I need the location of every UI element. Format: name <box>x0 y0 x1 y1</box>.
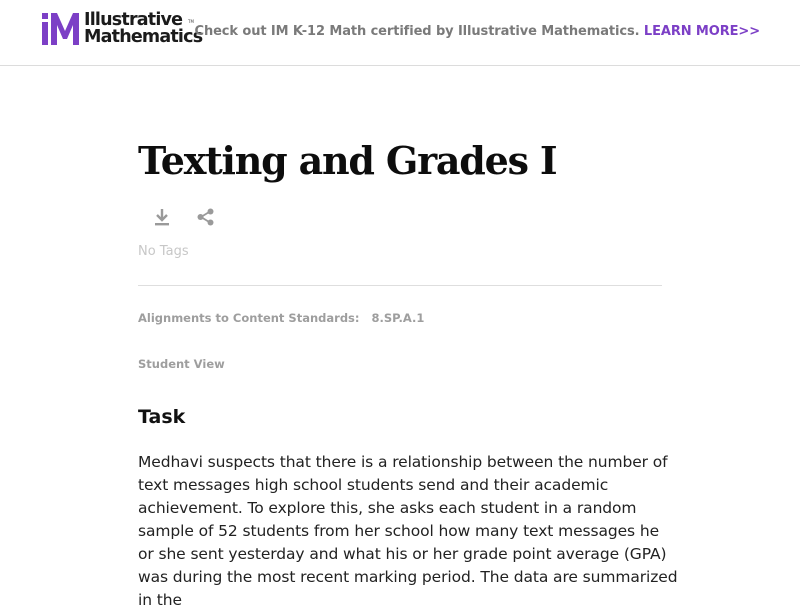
learn-more-link[interactable]: LEARN MORE>> <box>643 24 760 39</box>
standard-link[interactable]: 8.SP.A.1 <box>371 311 425 325</box>
logo-line-2: Mathematics <box>84 27 203 47</box>
im-logo-icon <box>41 11 81 47</box>
student-view-link[interactable]: Student View <box>138 357 225 371</box>
promo-text: Check out IM K-12 Math certified by Illustrative Mathematics. <box>194 24 640 39</box>
logo-line-1: Illustrative <box>84 10 183 30</box>
page-title: Texting and Grades I <box>138 138 557 183</box>
share-icon <box>195 206 217 228</box>
trademark-mark: TM <box>188 19 194 24</box>
tags-label: No Tags <box>138 244 189 259</box>
site-header <box>0 0 800 66</box>
alignments-label: Alignments to Content Standards: <box>138 311 360 325</box>
promo-banner <box>195 24 761 40</box>
task-body: Medhavi suspects that there is a relationship between the number of text messages high school students send and their academic achievement. To explore this, she asks each student in a random sample of 52 students from her school how many text messages he or she sent yesterday and what his or her grade point average (GPA) was during the most recent marking period. The data are summarized in the <box>138 453 678 609</box>
task-heading: Task <box>138 406 186 428</box>
share-button[interactable] <box>195 206 217 228</box>
download-button[interactable] <box>151 206 173 228</box>
alignments-row <box>138 311 424 325</box>
divider <box>138 285 662 286</box>
download-icon <box>151 206 173 228</box>
illustrative-mathematics-logo[interactable] <box>41 11 201 47</box>
logo-wordmark <box>84 12 202 46</box>
